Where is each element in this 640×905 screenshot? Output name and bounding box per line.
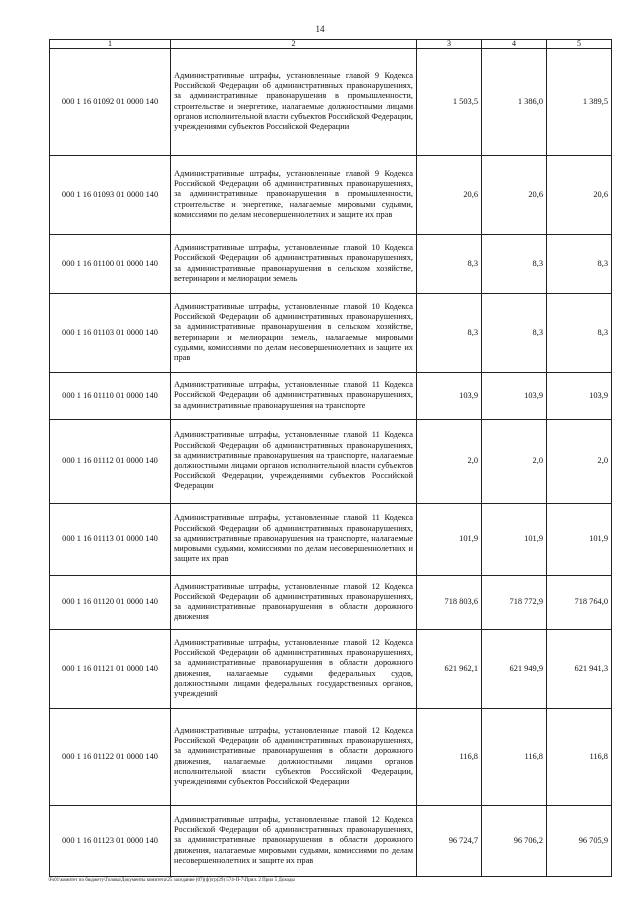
value-col-4: 718 772,9 xyxy=(482,576,547,630)
table-row xyxy=(50,156,612,235)
col-header-5: 5 xyxy=(547,40,612,49)
value-col-5: 8,3 xyxy=(547,235,612,294)
table-row xyxy=(50,235,612,294)
col-header-3: 3 xyxy=(417,40,482,49)
value-col-5: 20,6 xyxy=(547,156,612,235)
value-col-5: 718 764,0 xyxy=(547,576,612,630)
value-col-4: 621 949,9 xyxy=(482,630,547,709)
budget-code: 000 1 16 01113 01 0000 140 xyxy=(50,504,171,576)
revenue-description: Административные штрафы, установленные главой 12 Кодекса Российской Федерации об административных правонарушениях, за административные правонарушения в области дорожного движения xyxy=(171,576,417,630)
value-col-5: 101,9 xyxy=(547,504,612,576)
value-col-4: 103,9 xyxy=(482,373,547,420)
value-col-4: 2,0 xyxy=(482,420,547,504)
value-col-5: 96 705,9 xyxy=(547,806,612,877)
budget-code: 000 1 16 01103 01 0000 140 xyxy=(50,294,171,373)
revenue-description: Административные штрафы, установленные главой 9 Кодекса Российской Федерации об административных правонарушениях, за административные правонарушения в промышленности, строительстве и энергетике, налагаемые мировыми судьями, комиссиями по делам несовершеннолетних и защите их прав xyxy=(171,156,417,235)
revenue-table xyxy=(49,39,612,877)
revenue-description: Административные штрафы, установленные главой 12 Кодекса Российской Федерации об административных правонарушениях, за административные правонарушения в области дорожного движения, налагаемые судьями федеральных судов, должностными лицами федеральных государственных органов, учреждений xyxy=(171,630,417,709)
value-col-4: 116,8 xyxy=(482,709,547,806)
value-col-4: 20,6 xyxy=(482,156,547,235)
page-number: 14 xyxy=(315,24,325,34)
value-col-3: 116,8 xyxy=(417,709,482,806)
col-header-1: 1 xyxy=(50,40,171,49)
table-row xyxy=(50,504,612,576)
revenue-description: Административные штрафы, установленные главой 10 Кодекса Российской Федерации об административных правонарушениях, за административные правонарушения в сельском хозяйстве, ветеринарии и мелиорации земель xyxy=(171,235,417,294)
value-col-3: 103,9 xyxy=(417,373,482,420)
value-col-4: 8,3 xyxy=(482,294,547,373)
revenue-description: Административные штрафы, установленные главой 12 Кодекса Российской Федерации об административных правонарушениях, за административные правонарушения в области дорожного движения, налагаемые мировыми судьями, комиссиями по делам несовершеннолетних и защите их прав xyxy=(171,806,417,877)
value-col-5: 8,3 xyxy=(547,294,612,373)
revenue-description: Административные штрафы, установленные главой 11 Кодекса Российской Федерации об административных правонарушениях, за административные правонарушения на транспорте, налагаемые должностными лицами органов исполнительной власти субъектов Российской Федерации, учреждениями субъектов Российской Федерации xyxy=(171,420,417,504)
header-row xyxy=(50,40,612,49)
value-col-5: 103,9 xyxy=(547,373,612,420)
table-row xyxy=(50,806,612,877)
revenue-description: Административные штрафы, установленные главой 11 Кодекса Российской Федерации об административных правонарушениях, за административные правонарушения на транспорте xyxy=(171,373,417,420)
budget-code: 000 1 16 01121 01 0000 140 xyxy=(50,630,171,709)
col-header-4: 4 xyxy=(482,40,547,49)
value-col-3: 621 962,1 xyxy=(417,630,482,709)
revenue-description: Административные штрафы, установленные главой 12 Кодекса Российской Федерации об административных правонарушениях, за административные правонарушения в области дорожного движения, налагаемые должностными лицами органов исполнительной власти субъектов Российской Федерации, учреждениями субъектов Российской Федерации xyxy=(171,709,417,806)
budget-code: 000 1 16 01110 01 0000 140 xyxy=(50,373,171,420)
value-col-3: 2,0 xyxy=(417,420,482,504)
budget-code: 000 1 16 01122 01 0000 140 xyxy=(50,709,171,806)
value-col-4: 96 706,2 xyxy=(482,806,547,877)
value-col-3: 1 503,5 xyxy=(417,49,482,156)
value-col-3: 20,6 xyxy=(417,156,482,235)
file-path-footer: \Fs01\комитет по бюджету\Голова\Документы комитета\25 заседание (07)(ф)\гр(29) 574-П-7\Прил. 2 Прил 5 Доходы xyxy=(48,878,295,883)
table-row xyxy=(50,709,612,806)
table-row xyxy=(50,576,612,630)
revenue-description: Административные штрафы, установленные главой 9 Кодекса Российской Федерации об административных правонарушениях, за административные правонарушения в промышленности, строительстве и энергетике, налагаемые должностными лицами органов исполнительной власти субъектов Российской Федерации, учреждениями субъектов Российской Федерации xyxy=(171,49,417,156)
value-col-4: 8,3 xyxy=(482,235,547,294)
table-row xyxy=(50,630,612,709)
table-row xyxy=(50,420,612,504)
value-col-4: 1 386,0 xyxy=(482,49,547,156)
budget-code: 000 1 16 01092 01 0000 140 xyxy=(50,49,171,156)
budget-code: 000 1 16 01100 01 0000 140 xyxy=(50,235,171,294)
budget-code: 000 1 16 01123 01 0000 140 xyxy=(50,806,171,877)
revenue-description: Административные штрафы, установленные главой 10 Кодекса Российской Федерации об административных правонарушениях, за административные правонарушения в сельском хозяйстве, ветеринарии и мелиорации земель, налагаемые мировыми судьями, комиссиями по делам несовершеннолетних и защите их прав xyxy=(171,294,417,373)
table-row xyxy=(50,294,612,373)
value-col-3: 96 724,7 xyxy=(417,806,482,877)
budget-code: 000 1 16 01120 01 0000 140 xyxy=(50,576,171,630)
budget-code: 000 1 16 01093 01 0000 140 xyxy=(50,156,171,235)
value-col-5: 621 941,3 xyxy=(547,630,612,709)
value-col-3: 8,3 xyxy=(417,294,482,373)
value-col-3: 718 803,6 xyxy=(417,576,482,630)
value-col-4: 101,9 xyxy=(482,504,547,576)
table-row xyxy=(50,49,612,156)
value-col-3: 8,3 xyxy=(417,235,482,294)
budget-code: 000 1 16 01112 01 0000 140 xyxy=(50,420,171,504)
value-col-3: 101,9 xyxy=(417,504,482,576)
col-header-2: 2 xyxy=(171,40,417,49)
value-col-5: 116,8 xyxy=(547,709,612,806)
value-col-5: 1 389,5 xyxy=(547,49,612,156)
revenue-description: Административные штрафы, установленные главой 11 Кодекса Российской Федерации об административных правонарушениях, за административные правонарушения на транспорте, налагаемые мировыми судьями, комиссиями по делам несовершеннолетних и защите их прав xyxy=(171,504,417,576)
value-col-5: 2,0 xyxy=(547,420,612,504)
table-row xyxy=(50,373,612,420)
